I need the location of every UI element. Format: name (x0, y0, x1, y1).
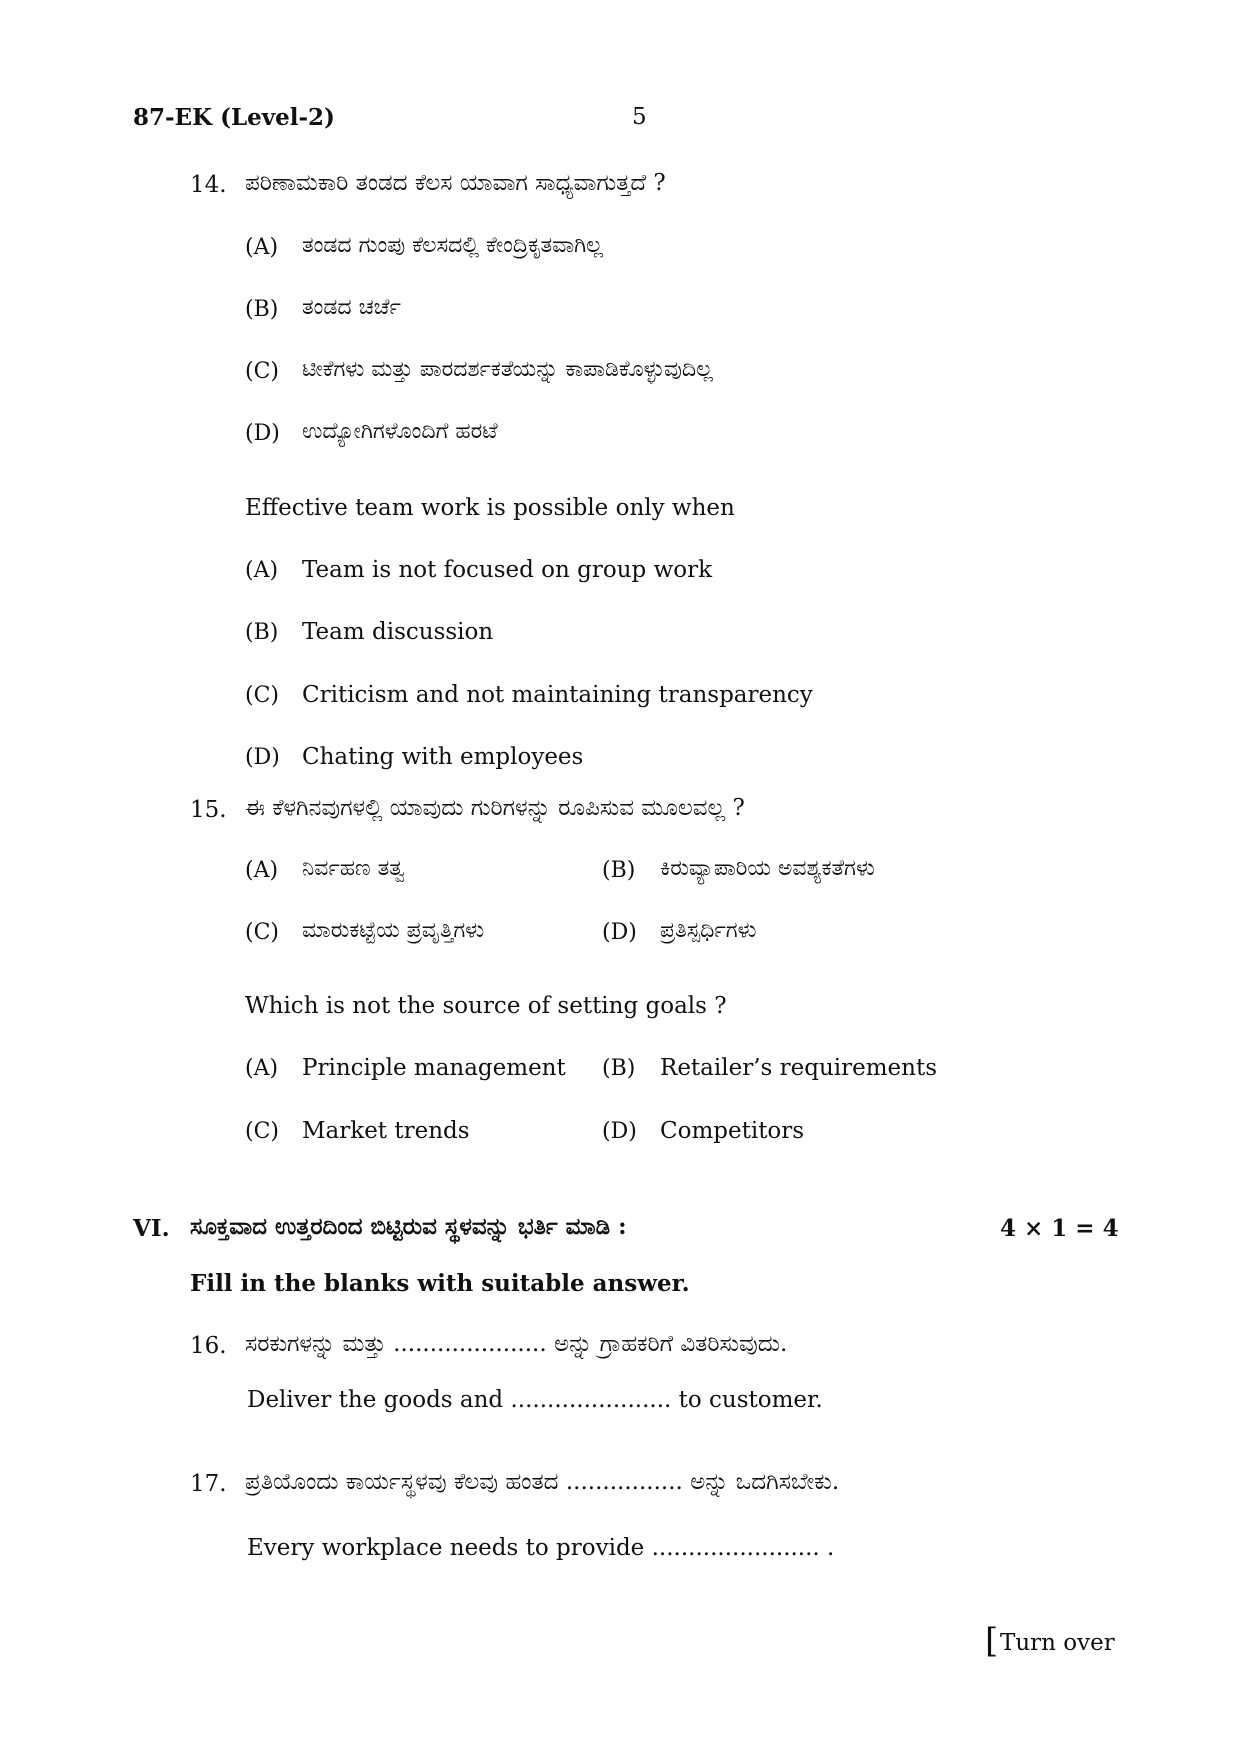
question-text-english: Deliver the goods and ...................... to customer. (247, 1387, 823, 1413)
question-number: 16. (190, 1333, 227, 1359)
footer-bracket: [ (985, 1621, 999, 1661)
option-text-english: Retailer’s requirements (660, 1055, 938, 1081)
option-text-english: Team is not focused on group work (302, 557, 713, 583)
option-letter: (C) (245, 359, 279, 384)
option-text-kannada: ಕಿರುವ್ಯಾಪಾರಿಯ ಅವಶ್ಯಕತೆಗಳು (660, 856, 875, 881)
question-text-kannada: ಸರಕುಗಳನ್ನು ಮತ್ತು ..................... ಅನ್ನು ಗ್ರಾಹಕರಿಗೆ ವಿತರಿಸುವುದು. (245, 1331, 788, 1357)
option-text-kannada: ಮಾರುಕಟ್ಟೆಯ ಪ್ರವೃತ್ತಿಗಳು (302, 918, 485, 943)
option-letter: (A) (245, 558, 279, 583)
option-letter: (C) (245, 1119, 279, 1144)
question-text-english: Which is not the source of setting goals ? (245, 993, 727, 1019)
paper-code: 87-EK (Level-2) (133, 104, 335, 131)
section-title-english: Fill in the blanks with suitable answer. (190, 1270, 690, 1297)
option-letter: (B) (602, 1056, 636, 1081)
option-letter: (A) (245, 235, 279, 260)
option-letter: (D) (602, 1119, 637, 1144)
question-number: 17. (190, 1471, 227, 1497)
option-text-english: Principle management (302, 1055, 566, 1081)
question-text-kannada: ಪ್ರತಿಯೊಂದು ಕಾರ್ಯಸ್ಥಳವು ಕೆಲವು ಹಂತದ ................ ಅನ್ನು ಒದಗಿಸಬೇಕು. (245, 1469, 840, 1495)
option-letter: (B) (602, 858, 636, 883)
option-text-kannada: ಟೀಕೆಗಳು ಮತ್ತು ಪಾರದರ್ಶಕತೆಯನ್ನು ಕಾಪಾಡಿಕೊಳ್ಳುವುದಿಲ್ಲ (302, 357, 713, 382)
section-title-kannada: ಸೂಕ್ತವಾದ ಉತ್ತರದಿಂದ ಬಿಟ್ಟಿರುವ ಸ್ಥಳವನ್ನು ಭರ್ತಿ ಮಾಡಿ : (190, 1213, 627, 1240)
option-letter: (D) (245, 745, 280, 770)
option-text-kannada: ತಂಡದ ಚರ್ಚೆ (302, 295, 401, 320)
question-text-english: Effective team work is possible only when (245, 495, 735, 521)
option-letter: (D) (602, 920, 637, 945)
option-text-kannada: ತಂಡದ ಗುಂಪು ಕೆಲಸದಲ್ಲಿ ಕೇಂದ್ರಿಕೃತವಾಗಿಲ್ಲ (302, 233, 603, 258)
question-number: 14. (190, 172, 227, 198)
option-letter: (C) (245, 920, 279, 945)
option-letter: (B) (245, 297, 279, 322)
option-text-english: Competitors (660, 1118, 805, 1144)
option-text-english: Market trends (302, 1118, 470, 1144)
option-text-english: Chating with employees (302, 744, 584, 770)
question-text-english: Every workplace needs to provide ....................... . (247, 1535, 835, 1561)
option-letter: (D) (245, 421, 280, 446)
page-number: 5 (632, 104, 647, 130)
question-text-kannada: ಪರಿಣಾಮಕಾರಿ ತಂಡದ ಕೆಲಸ ಯಾವಾಗ ಸಾಧ್ಯವಾಗುತ್ತದೆ ? (245, 170, 666, 196)
section-marks: 4 × 1 = 4 (1000, 1215, 1119, 1242)
option-letter: (A) (245, 1056, 279, 1081)
option-text-kannada: ಪ್ರತಿಸ್ಪರ್ಧಿಗಳು (660, 918, 757, 943)
option-letter: (B) (245, 620, 279, 645)
section-numeral: VI. (133, 1215, 170, 1242)
option-text-kannada: ಉದ್ಯೋಗಿಗಳೊಂದಿಗೆ ಹರಟೆ (302, 419, 498, 444)
option-text-english: Team discussion (302, 619, 494, 645)
option-text-english: Criticism and not maintaining transparency (302, 682, 813, 708)
question-text-kannada: ಈ ಕೆಳಗಿನವುಗಳಲ್ಲಿ ಯಾವುದು ಗುರಿಗಳನ್ನು ರೂಪಿಸುವ ಮೂಲವಲ್ಲ ? (245, 795, 745, 821)
option-letter: (C) (245, 683, 279, 708)
option-letter: (A) (245, 858, 279, 883)
option-text-kannada: ನಿರ್ವಹಣ ತತ್ವ (302, 856, 405, 881)
turn-over-note: Turn over (1000, 1630, 1115, 1656)
question-number: 15. (190, 797, 227, 823)
